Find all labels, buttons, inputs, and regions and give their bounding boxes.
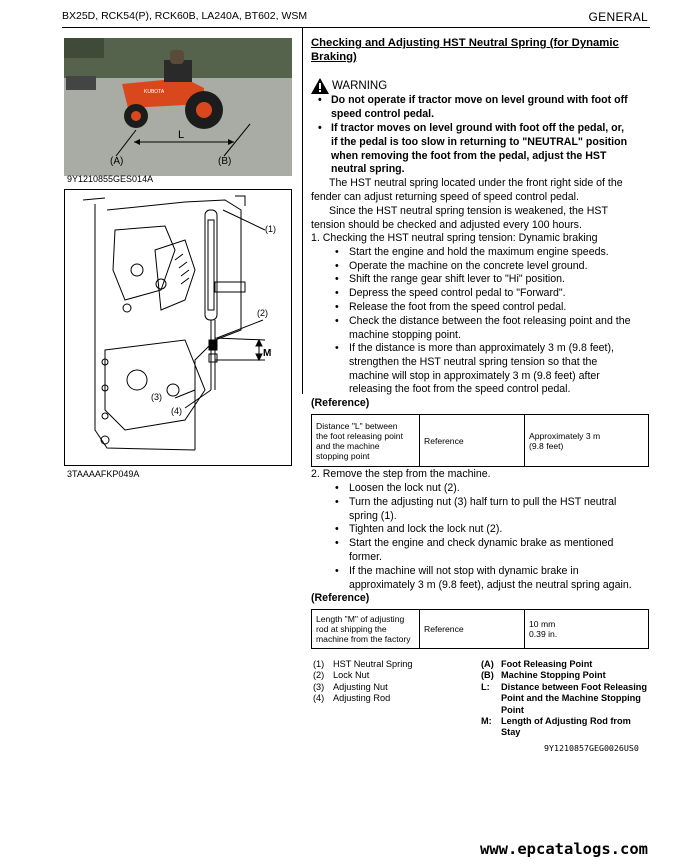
legend-item: (3) Adjusting Nut — [313, 681, 388, 692]
step2-item-1: • Loosen the lock nut (2). — [335, 482, 460, 494]
step2-item-5: • If the machine will not stop with dynamic brake in approximately 3 m (9.8 feet), adjust the neutral spring again. — [335, 565, 632, 591]
hst-spring-drawing — [64, 189, 292, 466]
reference-table-1 — [311, 414, 649, 467]
step-2-heading: 2. Remove the step from the machine. — [311, 468, 491, 480]
warning-triangle-icon — [311, 78, 329, 94]
header-rule — [62, 27, 650, 28]
header-models: BX25D, RCK54(P), RCK60B, LA240A, BT602, WSM — [62, 10, 308, 22]
legend-m: M: Length of Adjusting Rod from Stay — [481, 716, 631, 738]
legend-l: L: Distance between Foot Releasing Point and the Machine Stopping Point — [481, 682, 648, 715]
figure1-caption: 9Y1210855GES014A — [67, 174, 154, 184]
intro-paragraph-1: The HST neutral spring located under the front right side of the fender can adjust returning speed of speed control pedal. — [311, 177, 623, 203]
title-line-1: Checking and Adjusting HST Neutral Spring (for Dynamic — [311, 37, 619, 49]
step1-item-7: • If the distance is more than approximately 3 m (9.8 feet), strengthen the HST neutral spring tension so that the machine will stop in approximately 3 m (9.8 feet) after releasing the foot from the speed control pedal. — [335, 342, 614, 396]
document-code: 9Y1210857GEG0026US0 — [544, 743, 639, 753]
step-1-heading: 1. Checking the HST neutral spring tension: Dynamic braking — [311, 232, 598, 244]
table1-value-cell: Approximately 3 m (9.8 feet) — [525, 415, 649, 467]
label-a: (A) — [110, 156, 124, 167]
title-line-2: Braking) — [311, 51, 357, 63]
step1-item-5: • Release the foot from the speed control pedal. — [335, 301, 567, 313]
reference-heading-2: (Reference) — [311, 592, 370, 604]
legend-b: (B) Machine Stopping Point — [481, 670, 606, 680]
table2-value-cell: 10 mm 0.39 in. — [525, 610, 649, 649]
tractor-photo — [64, 38, 292, 176]
step1-item-1: • Start the engine and hold the maximum engine speeds. — [335, 246, 609, 258]
table1-type-cell: Reference — [420, 415, 525, 467]
legend-item: (4) Adjusting Rod — [313, 693, 391, 704]
step1-item-6: • Check the distance between the foot releasing point and the machine stopping point. — [335, 315, 631, 341]
label-l: L — [178, 129, 185, 141]
reference-heading-1: (Reference) — [311, 397, 370, 409]
column-divider — [302, 28, 303, 394]
step1-item-3: • Shift the range gear shift lever to "Hi" position. — [335, 273, 565, 285]
table2-label-cell: Length "M" of adjusting rod at shipping the machine from the factory — [312, 610, 420, 649]
tractor-photo-art — [64, 38, 292, 176]
warning-item-1: • Do not operate if tractor move on level ground with foot off speed control pedal. — [318, 94, 628, 120]
step2-item-3: • Tighten and lock the lock nut (2). — [335, 523, 503, 535]
warning-header — [311, 78, 387, 94]
step2-item-4: • Start the engine and check dynamic brake as mentioned former. — [335, 537, 614, 563]
step1-item-2: • Operate the machine on the concrete level ground. — [335, 260, 588, 272]
callout-m: M — [263, 348, 272, 359]
callout-4: (4) — [171, 406, 182, 416]
intro-paragraph-2: Since the HST neutral spring tension is weakened, the HST tension should be checked and adjusted every 100 hours. — [311, 205, 608, 231]
callout-2: (2) — [257, 308, 268, 318]
section-title — [311, 36, 649, 64]
callout-3: (3) — [151, 392, 162, 402]
callout-1: (1) — [265, 224, 276, 234]
header-section: GENERAL — [588, 10, 648, 24]
table1-label-cell: Distance "L" between the foot releasing point and the machine stopping point — [312, 415, 420, 467]
footer-url[interactable]: www.epcatalogs.com — [480, 840, 648, 858]
warning-item-2: • If tractor moves on level ground with foot off the pedal, or, if the pedal is too slow in returning to "NEUTRAL" position when removing the foot from the pedal, adjust the HST neutral spring. — [318, 122, 628, 176]
reference-table-2 — [311, 609, 649, 649]
warning-label: WARNING — [332, 80, 388, 92]
legend-item: (1) HST Neutral Spring — [313, 659, 413, 669]
step2-item-2: • Turn the adjusting nut (3) half turn to pull the HST neutral spring (1). — [335, 496, 617, 522]
brand-text: KUBOTA — [144, 89, 165, 95]
hst-spring-drawing-art — [65, 190, 291, 465]
label-b: (B) — [218, 156, 232, 167]
legend-left — [313, 659, 413, 705]
figure2-caption: 3TAAAAFKP049A — [67, 469, 140, 479]
table2-type-cell: Reference — [420, 610, 525, 649]
legend-item: (2) Lock Nut — [313, 670, 370, 681]
step1-item-4: • Depress the speed control pedal to "Forward". — [335, 287, 566, 299]
legend-a: (A) Foot Releasing Point — [481, 659, 593, 669]
